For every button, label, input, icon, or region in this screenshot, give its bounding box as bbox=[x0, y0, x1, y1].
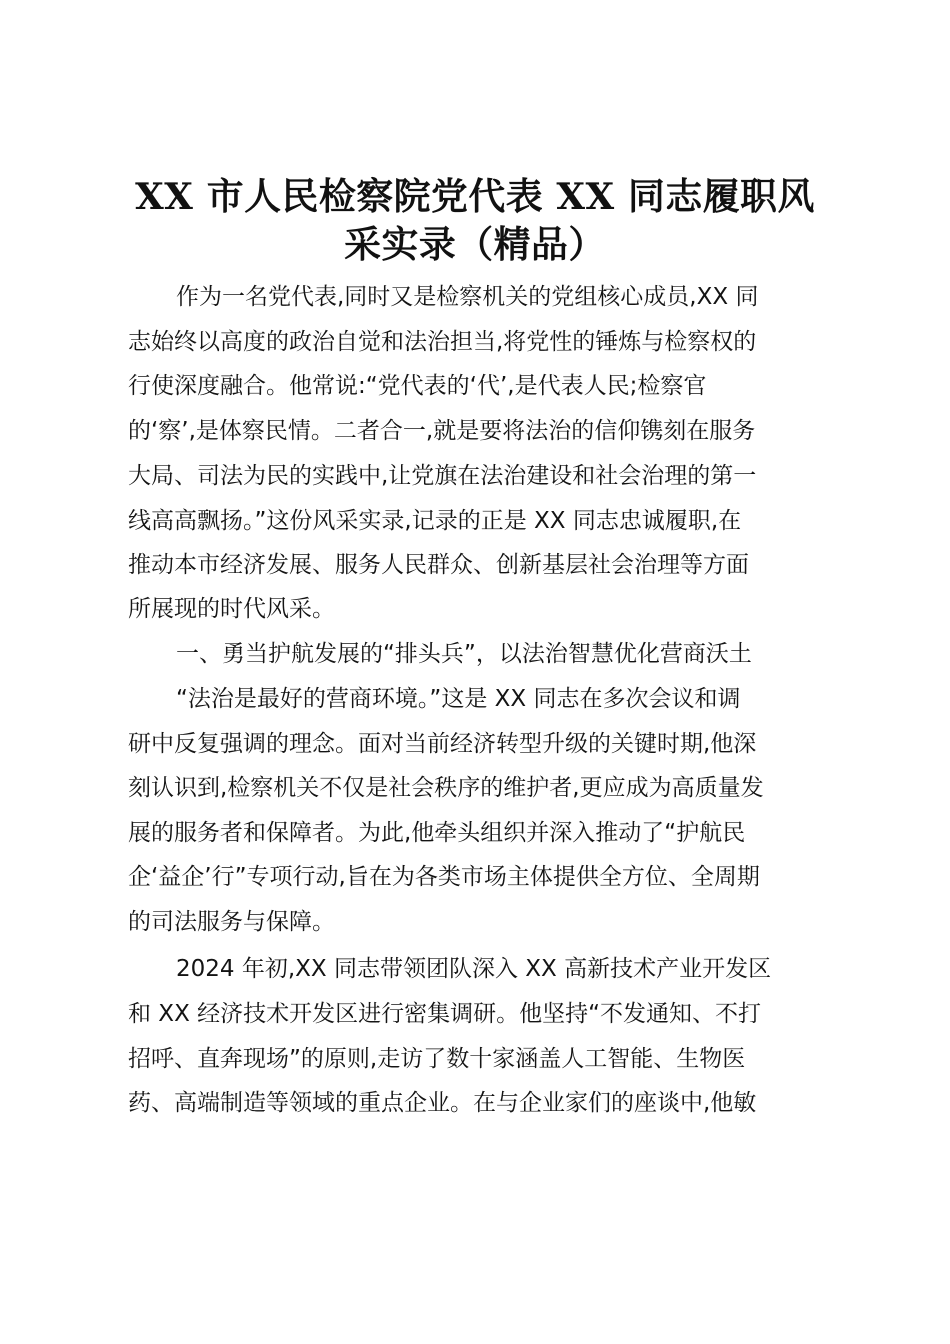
text-line: 展的服务者和保障者。为此,他牵头组织并深入推动了“护航民 bbox=[128, 820, 746, 846]
text-line: 所展现的时代风采。 bbox=[128, 596, 335, 622]
text-line: 刻认识到,检察机关不仅是社会秩序的维护者,更应成为高质量发 bbox=[128, 775, 764, 801]
text-line: 推动本市经济发展、服务人民群众、创新基层社会治理等方面 bbox=[128, 552, 749, 578]
text-line: 作为一名党代表,同时又是检察机关的党组核心成员,XX 同 bbox=[176, 284, 759, 310]
text-line: 的司法服务与保障。 bbox=[128, 909, 335, 935]
text-line: 志始终以高度的政治自觉和法治担当,将党性的锤炼与检察权的 bbox=[128, 329, 757, 355]
text-line: 和 XX 经济技术开发区进行密集调研。他坚持“不发通知、不打 bbox=[128, 1001, 762, 1027]
document-title-line-1: XX 市人民检察院党代表 XX 同志履职风 bbox=[135, 174, 815, 218]
text-line: 招呼、直奔现场”的原则,走访了数十家涵盖人工智能、生物医 bbox=[128, 1046, 746, 1072]
text-line: “法治是最好的营商环境。”这是 XX 同志在多次会议和调 bbox=[176, 686, 741, 712]
text-line: 的‘察’,是体察民情。二者合一,就是要将法治的信仰镌刻在服务 bbox=[128, 418, 756, 444]
section-heading: 一、勇当护航发展的“排头兵”，以法治智慧优化营商沃土 bbox=[176, 641, 752, 667]
text-line: 研中反复强调的理念。面对当前经济转型升级的关键时期,他深 bbox=[128, 731, 757, 757]
text-line: 企‘益企’行”专项行动,旨在为各类市场主体提供全方位、全周期 bbox=[128, 864, 760, 890]
text-line: 行使深度融合。他常说:“党代表的‘代’,是代表人民;检察官 bbox=[128, 373, 707, 399]
text-line: 线高高飘扬。”这份风采实录,记录的正是 XX 同志忠诚履职,在 bbox=[128, 508, 742, 534]
document-title-line-2: 采实录（精品） bbox=[344, 222, 606, 266]
text-line: 药、高端制造等领域的重点企业。在与企业家们的座谈中,他敏 bbox=[128, 1090, 757, 1116]
text-line: 2024 年初,XX 同志带领团队深入 XX 高新技术产业开发区 bbox=[176, 956, 772, 982]
text-line: 大局、司法为民的实践中,让党旗在法治建设和社会治理的第一 bbox=[128, 463, 757, 489]
